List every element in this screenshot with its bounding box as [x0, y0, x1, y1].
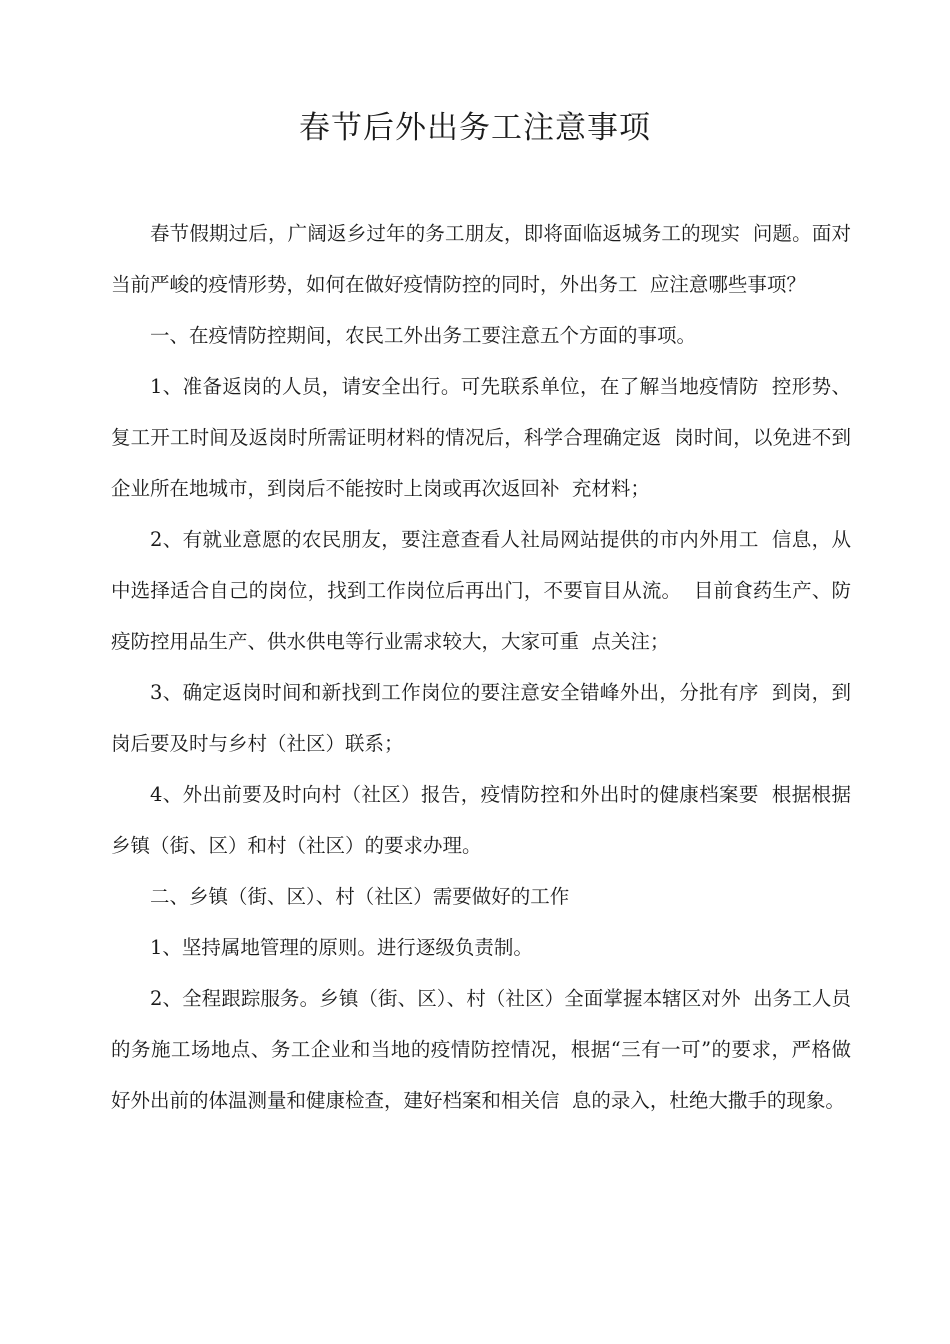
paragraph: 1、坚持属地管理的原则。进行逐级负责制。 — [150, 936, 533, 959]
paragraph: 1、准备返岗的人员，请安全出行。可先联系单位，在了解当地疫情防 控形势、复工开工时间及返岗时所需证明材料的情况后，科学合理确定返 岗时间，以免进不到企业所在地城市，到岗后不能按时上岗或再次返回补 充材料； — [111, 375, 851, 500]
section-heading: 一、在疫情防控期间，农民工外出务工要注意五个方面的事项。 — [150, 324, 697, 347]
paragraph: 春节假期过后，广阔返乡过年的务工朋友，即将面临返城务工的现实 问题。面对当前严峻的疫情形势，如何在做好疫情防控的同时，外出务工 应注意哪些事项？ — [111, 222, 851, 296]
document-title: 春节后外出务工注意事项 — [299, 110, 651, 146]
paragraph: 2、全程跟踪服务。乡镇（街、区）、村（社区）全面掌握本辖区对外 出务工人员的务施工场地点、务工企业和当地的疫情防控情况，根据“三有一可”的要求，严格做好外出前的体温测量和健康检查，建好档案和相关信 息的录入，杜绝大撒手的现象。 — [111, 987, 851, 1112]
document-body — [111, 208, 851, 1126]
paragraph: 4、外出前要及时向村（社区）报告，疫情防控和外出时的健康档案要 根据根据乡镇（街、区）和村（社区）的要求办理。 — [111, 783, 851, 857]
section-heading: 二、乡镇（街、区）、村（社区）需要做好的工作 — [150, 885, 570, 908]
paragraph: 2、有就业意愿的农民朋友，要注意查看人社局网站提供的市内外用工 信息，从中选择适合自己的岗位，找到工作岗位后再出门，不要盲目从流。 目前食药生产、防疫防控用品生产、供水供电等行业需求较大，大家可重 点关注； — [111, 528, 851, 653]
paragraph: 3、确定返岗时间和新找到工作岗位的要注意安全错峰外出，分批有序 到岗，到岗后要及时与乡村（社区）联系； — [111, 681, 851, 755]
